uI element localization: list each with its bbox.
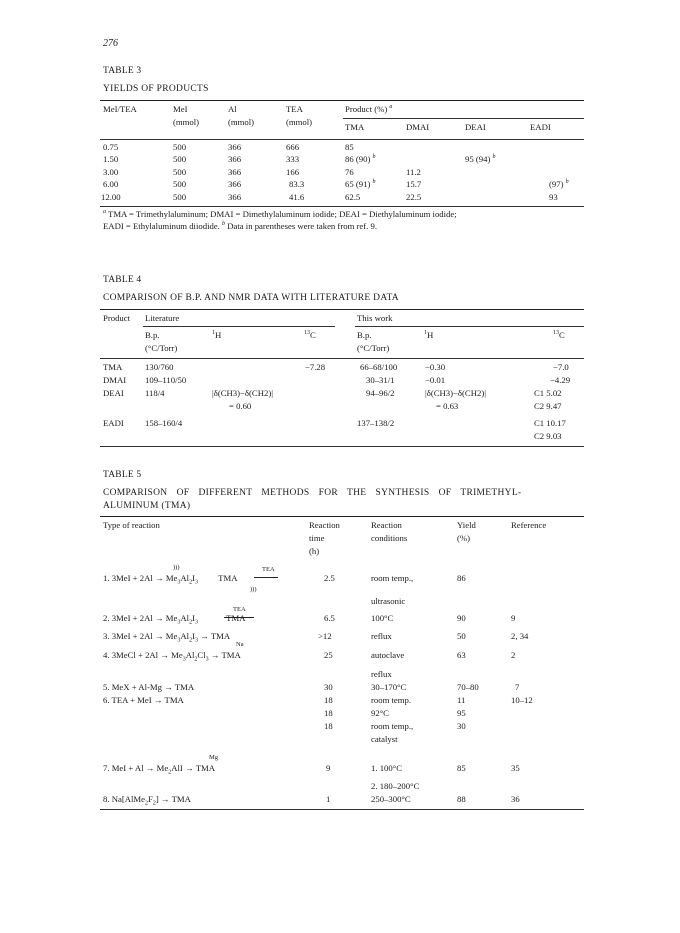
cell-reference: 35 <box>511 763 520 773</box>
cell-al: 366 <box>228 154 242 164</box>
cell-tma: 65 (91) $^b$ <box>345 179 376 189</box>
table4-col-lit-h: $^1$H <box>212 330 222 340</box>
cell-lit-bp: 118/4 <box>145 388 165 398</box>
table4-label: TABLE 4 <box>103 275 142 285</box>
cell-tma: 76 <box>345 167 354 177</box>
cell-reaction: 1. $3MeI + 2Al \to Me_3Al_2I_3$ TMA <box>103 573 238 586</box>
page-number: 276 <box>103 38 118 49</box>
table3-col-product: Product (%) $^a$ <box>345 104 393 114</box>
table5-col-time-2: time <box>309 533 325 543</box>
cell-lit-bp: 109–110/50 <box>145 375 187 385</box>
cell-conditions: 100°C <box>371 613 394 623</box>
table4-col-literature: Literature <box>145 313 180 323</box>
table4-col-tw-bp: B.p. <box>357 330 372 340</box>
cell-reference: 10–12 <box>511 695 533 705</box>
table4-top-rule <box>100 309 584 310</box>
cell-mei: 500 <box>173 142 187 152</box>
cell-mei: 500 <box>173 192 187 202</box>
table3-product-rule <box>343 118 584 119</box>
cell-tma: 85 <box>345 142 354 152</box>
table4-bottom-rule <box>100 446 584 447</box>
cell-dmai: 11.2 <box>406 167 421 177</box>
cell-product: DEAI <box>103 388 124 398</box>
table4-col-tw-bp-unit: (°C/Torr) <box>357 343 390 353</box>
cell-al: 366 <box>228 192 242 202</box>
cell-time: 2.5 <box>324 573 335 583</box>
cell-tw-c: −4.29 <box>550 375 571 385</box>
cell-time: >12 <box>318 631 332 641</box>
reagent-label: Na <box>236 641 244 648</box>
cell-deai: 95 (94) $^b$ <box>465 154 496 164</box>
cell-mei: 500 <box>173 154 187 164</box>
cell-tw-c: C1 10.17 <box>534 418 566 428</box>
cell-reaction: 5. MeX + Al-Mg → TMA <box>103 682 195 692</box>
table3-footnote-2: EADI = Ethylaluminum diiodide. $^b$ Data in parentheses were taken from ref. 9. <box>103 221 377 231</box>
cell-al: 366 <box>228 142 242 152</box>
table3-footnote-1: $^a$ TMA = Trimethylaluminum; DMAI = Dimethylaluminum iodide; DEAI = Diethylaluminum iodide; <box>103 209 457 219</box>
cell-product: TMA <box>103 362 123 372</box>
cell-conditions-2: reflux <box>371 669 392 679</box>
cell-time: 9 <box>326 763 331 773</box>
cell-conditions: room temp., <box>371 721 414 731</box>
cell-conditions: 1. 100°C <box>371 763 402 773</box>
cell-mei: 500 <box>173 179 187 189</box>
table4-col-lit-bp: B.p. <box>145 330 160 340</box>
cell-conditions: 30–170°C <box>371 682 407 692</box>
table5-col-conditions: Reaction <box>371 520 402 530</box>
ultrasonic-mark: ))) <box>250 586 257 593</box>
cell-tw-h: = 0.63 <box>436 401 459 411</box>
cell-yield: 30 <box>457 721 466 731</box>
cell-tea: 333 <box>286 154 300 164</box>
table4-col-product: Product <box>103 313 131 323</box>
cell-reference: 36 <box>511 794 520 804</box>
cell-dmai: 22.5 <box>406 192 422 202</box>
cell-yield: 63 <box>457 650 466 660</box>
cell-conditions: autoclave <box>371 650 405 660</box>
cell-tea: 41.6 <box>289 192 305 202</box>
table3-title: YIELDS OF PRODUCTS <box>103 84 209 94</box>
cell-conditions: room temp., <box>371 573 414 583</box>
table3-label: TABLE 3 <box>103 66 142 76</box>
cell-tw-h: |δ(CH3)−δ(CH2)| <box>425 388 486 398</box>
cell-tea: 666 <box>286 142 300 152</box>
cell-tea: 166 <box>286 167 300 177</box>
table3-col-al: Al <box>228 104 237 114</box>
cell-tw-c: −7.0 <box>553 362 569 372</box>
table5-label: TABLE 5 <box>103 470 142 480</box>
table4-col-this-work: This work <box>357 313 393 323</box>
cell-time: 18 <box>324 695 333 705</box>
cell-al: 366 <box>228 167 242 177</box>
cell-ratio: 0.75 <box>103 142 119 152</box>
cell-reaction: 7. MeI + $Al \to Me_2AlI$ → TMA <box>103 763 215 776</box>
table5-bottom-rule <box>100 809 584 810</box>
cell-product: EADI <box>103 418 124 428</box>
cell-dmai: 15.7 <box>406 179 422 189</box>
cell-tma: 86 (90) $^b$ <box>345 154 376 164</box>
cell-reaction: 6. TEA + MeI → TMA <box>103 695 184 705</box>
table4-col-lit-c: $^{13}$C <box>304 330 316 340</box>
table3-col-mei-unit: (mmol) <box>173 117 200 127</box>
cell-conditions: room temp. <box>371 695 412 705</box>
table5-col-yield-2: (%) <box>457 533 471 543</box>
table5-col-time: Reaction <box>309 520 340 530</box>
cell-reference: 7 <box>515 682 520 692</box>
table5-col-type: Type of reaction <box>103 520 160 530</box>
cell-lit-bp: 130/760 <box>145 362 174 372</box>
cell-tw-c: C2 9.47 <box>534 401 562 411</box>
table5-col-yield: Yield <box>457 520 476 530</box>
cell-product: DMAI <box>103 375 127 385</box>
table4-title: COMPARISON OF B.P. AND NMR DATA WITH LITERATURE DATA <box>103 293 399 303</box>
cell-time: 18 <box>324 721 333 731</box>
cell-time: 30 <box>324 682 333 692</box>
cell-tma: 62.5 <box>345 192 361 202</box>
cell-eadi: 93 <box>549 192 558 202</box>
cell-tw-bp: 66–68/100 <box>360 362 398 372</box>
table4-col-tw-h: $^1$H <box>424 330 434 340</box>
table3-header-rule <box>100 139 584 140</box>
cell-eadi: (97) $^b$ <box>549 179 569 189</box>
cell-tw-h: −0.01 <box>425 375 446 385</box>
cell-tw-bp: 137–138/2 <box>357 418 395 428</box>
cell-conditions: 92°C <box>371 708 389 718</box>
table5-col-time-3: (h) <box>309 546 320 556</box>
cell-conditions-2: ultrasonic <box>371 596 406 606</box>
cell-reaction: 4. 3MeCl + $2Al \to Me_3Al_2Cl_3$ → TMA <box>103 650 241 663</box>
table5-title-line1: COMPARISON OF DIFFERENT METHODS FOR THE SYNTHESIS OF TRIMETHYL- <box>103 488 522 498</box>
table5-title-line2: ALUMINUM (TMA) <box>103 501 191 511</box>
reagent-label: TEA <box>262 566 275 573</box>
cell-reference: 9 <box>511 613 516 623</box>
table4-header-rule <box>100 358 584 359</box>
cell-yield: 11 <box>457 695 466 705</box>
cell-yield: 85 <box>457 763 466 773</box>
cell-reference: 2 <box>511 650 516 660</box>
cell-conditions: reflux <box>371 631 392 641</box>
cell-al: 366 <box>228 179 242 189</box>
cell-tw-bp: 30–31/1 <box>366 375 395 385</box>
table4-lit-rule <box>143 326 335 327</box>
cell-conditions: 250–300°C <box>371 794 411 804</box>
cell-tw-c: C2 9.03 <box>534 431 562 441</box>
table4-col-tw-c: $^{13}$C <box>553 330 565 340</box>
table3-col-tea-unit: (mmol) <box>286 117 313 127</box>
cell-ratio: 3.00 <box>103 167 119 177</box>
cell-conditions-2: 2. 180–200°C <box>371 781 420 791</box>
table5-col-reference: Reference <box>511 520 547 530</box>
table3-top-rule <box>100 100 584 101</box>
cell-time: 6.5 <box>324 613 335 623</box>
cell-yield: 70–80 <box>457 682 479 692</box>
cell-yield: 88 <box>457 794 466 804</box>
cell-tw-bp: 94–96/2 <box>366 388 395 398</box>
cell-lit-h: |δ(CH3)−δ(CH2)| <box>212 388 273 398</box>
cell-mei: 500 <box>173 167 187 177</box>
cell-lit-bp: 158–160/4 <box>145 418 183 428</box>
reagent-label: Mg <box>209 754 219 761</box>
table3-col-mei: MeI <box>173 104 188 114</box>
cell-yield: 95 <box>457 708 466 718</box>
cell-ratio: 12.00 <box>101 192 121 202</box>
cell-yield: 50 <box>457 631 466 641</box>
table3-col-tea: TEA <box>286 104 303 114</box>
cell-yield: 86 <box>457 573 466 583</box>
long-arrow <box>254 577 278 578</box>
table3-col-mei-tea: MeI/TEA <box>103 104 137 114</box>
table3-col-deai: DEAI <box>465 122 486 132</box>
cell-reaction: 3. $3MeI + 2Al \to Me_3Al_2I_3$ → TMA <box>103 631 231 644</box>
cell-tw-h: −0.30 <box>425 362 446 372</box>
table3-col-dmai: DMAI <box>406 122 430 132</box>
cell-yield: 90 <box>457 613 466 623</box>
cell-lit-c: −7.28 <box>305 362 326 372</box>
cell-tea: 83.3 <box>289 179 305 189</box>
cell-conditions-2: catalyst <box>371 734 398 744</box>
cell-reaction: 8. $Na[AlMe_2F_2]$ → TMA <box>103 794 191 807</box>
table4-col-lit-bp-unit: (°C/Torr) <box>145 343 178 353</box>
cell-time: 25 <box>324 650 333 660</box>
cell-lit-h: = 0.60 <box>229 401 252 411</box>
reagent-label: TEA <box>233 606 246 613</box>
table3-col-eadi: EADI <box>530 122 551 132</box>
cell-ratio: 6.00 <box>103 179 119 189</box>
table4-tw-rule <box>355 326 584 327</box>
cell-time: 18 <box>324 708 333 718</box>
table3-col-tma: TMA <box>345 122 365 132</box>
cell-ratio: 1.50 <box>103 154 119 164</box>
cell-reaction: 2. $3MeI + 2Al \to Me_3Al_2I_3$ TMA <box>103 613 246 626</box>
table5-col-conditions-2: conditions <box>371 533 408 543</box>
table3-col-al-unit: (mmol) <box>228 117 255 127</box>
table3-bottom-rule <box>100 206 584 207</box>
cell-reference: 2, 34 <box>511 631 529 641</box>
cell-tw-c: C1 5.02 <box>534 388 562 398</box>
cell-time: 1 <box>326 794 331 804</box>
ultrasonic-mark: ))) <box>173 564 180 571</box>
